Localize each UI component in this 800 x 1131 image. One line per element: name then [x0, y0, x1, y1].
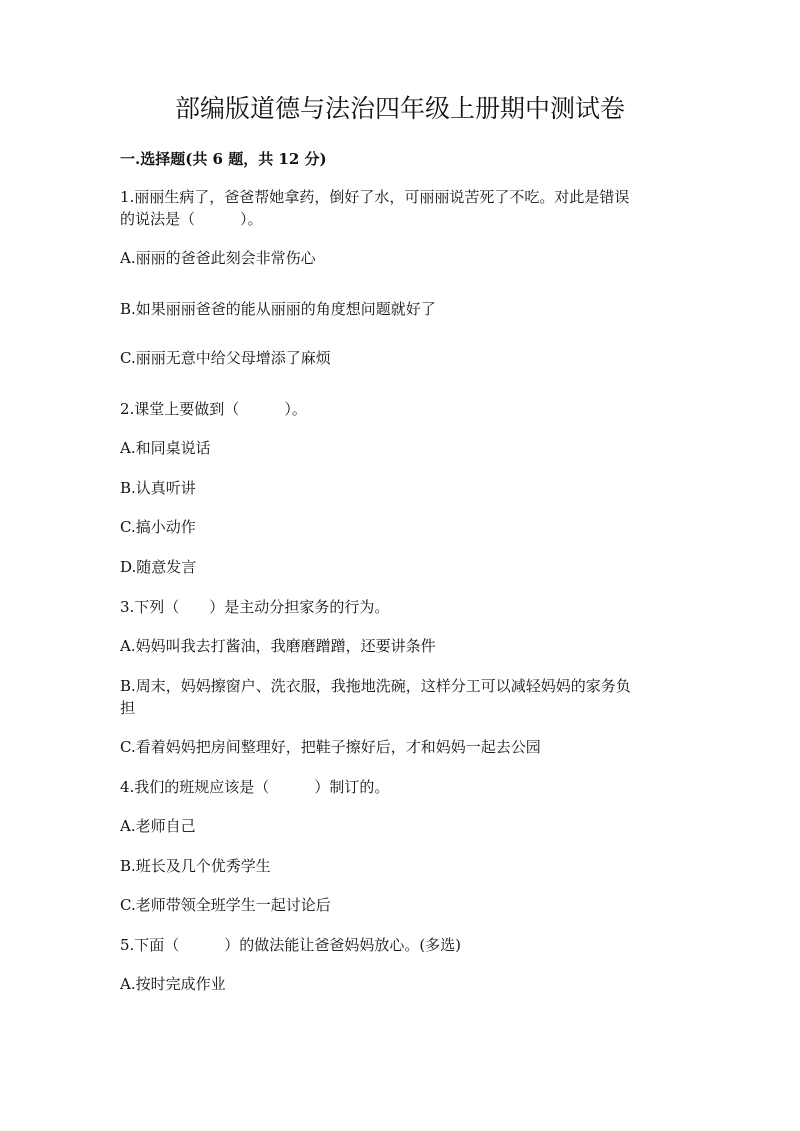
question-3-option-b-cont: 担	[120, 699, 136, 717]
question-5-stem: 5.下面（ ）的做法能让爸爸妈妈放心。(多选)	[120, 936, 462, 954]
question-1-option-c: C.丽丽无意中给父母增添了麻烦	[120, 349, 331, 367]
question-2-option-b: B.认真听讲	[120, 479, 196, 497]
question-4-option-b: B.班长及几个优秀学生	[120, 857, 271, 875]
page-title: 部编版道德与法治四年级上册期中测试卷	[174, 94, 625, 123]
question-2-option-d: D.随意发言	[120, 558, 197, 576]
section-heading: 一.选择题(共 6 题，共 12 分)	[120, 150, 327, 168]
question-3-stem: 3.下列（ ）是主动分担家务的行为。	[120, 598, 390, 616]
question-3-option-a: A.妈妈叫我去打酱油，我磨磨蹭蹭，还要讲条件	[120, 637, 436, 655]
question-4-stem: 4.我们的班规应该是（ ）制订的。	[120, 778, 390, 796]
question-4-option-c: C.老师带领全班学生一起讨论后	[120, 896, 331, 914]
question-1-option-a: A.丽丽的爸爸此刻会非常伤心	[120, 249, 316, 267]
question-2-stem: 2.课堂上要做到（ ）。	[120, 400, 307, 418]
question-1-option-b: B.如果丽丽爸爸的能从丽丽的角度想问题就好了	[120, 300, 436, 318]
question-3-option-c: C.看着妈妈把房间整理好，把鞋子擦好后，才和妈妈一起去公园	[120, 738, 541, 756]
question-2-option-a: A.和同桌说话	[120, 439, 211, 457]
question-2-option-c: C.搞小动作	[120, 518, 196, 536]
question-5-option-a: A.按时完成作业	[120, 975, 226, 993]
question-4-option-a: A.老师自己	[120, 817, 196, 835]
question-3-option-b: B.周末，妈妈擦窗户、洗衣服，我拖地洗碗，这样分工可以减轻妈妈的家务负	[120, 677, 631, 695]
question-1-stem: 1.丽丽生病了，爸爸帮她拿药，倒好了水，可丽丽说苦死了不吃。对此是错误	[120, 188, 630, 206]
question-1-stem-cont: 的说法是（ ）。	[120, 210, 263, 228]
